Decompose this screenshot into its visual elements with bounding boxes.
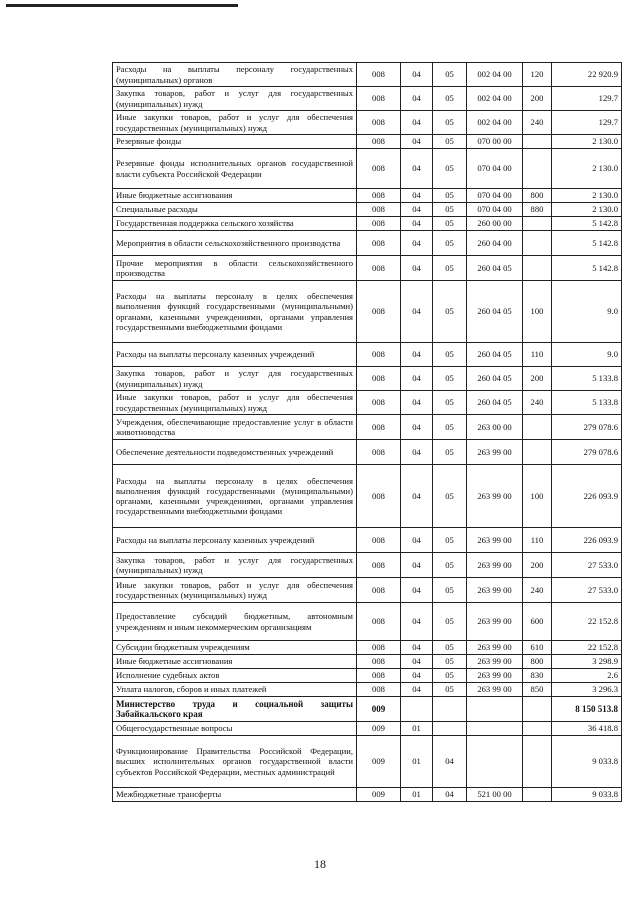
cell-expense-type-code: 200 bbox=[523, 367, 552, 391]
table-row bbox=[113, 440, 622, 465]
cell-department-code: 008 bbox=[357, 111, 401, 135]
cell-row-name: Субсидии бюджетным учреждениям bbox=[113, 641, 357, 655]
cell-target-article-code: 263 99 00 bbox=[467, 641, 523, 655]
cell-row-name: Закупка товаров, работ и услуг для государственных (муниципальных) нужд bbox=[113, 367, 357, 391]
table-row bbox=[113, 578, 622, 603]
cell-section-code: 04 bbox=[401, 669, 433, 683]
cell-target-article-code: 263 00 00 bbox=[467, 415, 523, 440]
cell-department-code: 008 bbox=[357, 578, 401, 603]
cell-row-name: Предоставление субсидий бюджетным, автономным учреждениям и иным некоммерческим организациям bbox=[113, 603, 357, 641]
cell-subsection-code: 05 bbox=[433, 415, 467, 440]
cell-expense-type-code bbox=[523, 256, 552, 281]
cell-expense-type-code bbox=[523, 440, 552, 465]
cell-amount: 9 033.8 bbox=[552, 788, 622, 802]
cell-department-code: 008 bbox=[357, 367, 401, 391]
cell-amount: 2 130.0 bbox=[552, 189, 622, 203]
cell-department-code: 009 bbox=[357, 788, 401, 802]
cell-target-article-code: 263 99 00 bbox=[467, 553, 523, 578]
cell-subsection-code: 05 bbox=[433, 553, 467, 578]
table-row bbox=[113, 528, 622, 553]
cell-department-code: 008 bbox=[357, 683, 401, 697]
table-row bbox=[113, 111, 622, 135]
cell-row-name: Иные закупки товаров, работ и услуг для обеспечения государственных (муниципальных) нужд bbox=[113, 391, 357, 415]
cell-section-code: 04 bbox=[401, 231, 433, 256]
cell-section-code: 04 bbox=[401, 149, 433, 189]
cell-subsection-code: 05 bbox=[433, 203, 467, 217]
cell-subsection-code: 05 bbox=[433, 111, 467, 135]
cell-department-code: 008 bbox=[357, 256, 401, 281]
cell-section-code: 04 bbox=[401, 683, 433, 697]
cell-amount: 5 142.8 bbox=[552, 217, 622, 231]
cell-subsection-code: 05 bbox=[433, 528, 467, 553]
cell-department-code: 009 bbox=[357, 722, 401, 736]
cell-section-code: 04 bbox=[401, 135, 433, 149]
cell-subsection-code: 05 bbox=[433, 256, 467, 281]
cell-expense-type-code bbox=[523, 149, 552, 189]
cell-expense-type-code: 610 bbox=[523, 641, 552, 655]
cell-department-code: 008 bbox=[357, 217, 401, 231]
table-row bbox=[113, 655, 622, 669]
cell-department-code: 008 bbox=[357, 203, 401, 217]
page-number: 18 bbox=[314, 857, 326, 871]
cell-amount: 226 093.9 bbox=[552, 465, 622, 528]
cell-target-article-code: 260 04 05 bbox=[467, 343, 523, 367]
cell-row-name: Иные закупки товаров, работ и услуг для обеспечения государственных (муниципальных) нужд bbox=[113, 111, 357, 135]
cell-amount: 8 150 513.8 bbox=[552, 697, 622, 722]
cell-department-code: 008 bbox=[357, 149, 401, 189]
cell-row-name: Иные закупки товаров, работ и услуг для обеспечения государственных (муниципальных) нужд bbox=[113, 578, 357, 603]
cell-subsection-code bbox=[433, 722, 467, 736]
cell-subsection-code: 05 bbox=[433, 149, 467, 189]
cell-amount: 129.7 bbox=[552, 87, 622, 111]
cell-row-name: Закупка товаров, работ и услуг для государственных (муниципальных) нужд bbox=[113, 87, 357, 111]
cell-amount: 2 130.0 bbox=[552, 203, 622, 217]
budget-table-body bbox=[113, 63, 622, 802]
cell-row-name: Резервные фонды исполнительных органов государственной власти субъекта Российской Федерации bbox=[113, 149, 357, 189]
table-row bbox=[113, 641, 622, 655]
table-row bbox=[113, 669, 622, 683]
cell-subsection-code: 05 bbox=[433, 578, 467, 603]
cell-target-article-code: 263 99 00 bbox=[467, 603, 523, 641]
cell-amount: 9.0 bbox=[552, 343, 622, 367]
cell-target-article-code: 263 99 00 bbox=[467, 528, 523, 553]
cell-department-code: 008 bbox=[357, 189, 401, 203]
cell-section-code: 04 bbox=[401, 87, 433, 111]
table-row bbox=[113, 391, 622, 415]
cell-amount: 226 093.9 bbox=[552, 528, 622, 553]
cell-target-article-code: 263 99 00 bbox=[467, 440, 523, 465]
cell-subsection-code: 05 bbox=[433, 217, 467, 231]
table-row bbox=[113, 603, 622, 641]
cell-subsection-code: 05 bbox=[433, 669, 467, 683]
table-row bbox=[113, 697, 622, 722]
cell-row-name: Мероприятия в области сельскохозяйственного производства bbox=[113, 231, 357, 256]
cell-section-code: 04 bbox=[401, 343, 433, 367]
cell-subsection-code: 05 bbox=[433, 189, 467, 203]
cell-row-name: Функционирование Правительства Российской Федерации, высших исполнительных органов государственной власти субъектов Российской Федерации, местных администраций bbox=[113, 736, 357, 788]
cell-section-code: 01 bbox=[401, 736, 433, 788]
cell-subsection-code: 04 bbox=[433, 736, 467, 788]
cell-department-code: 008 bbox=[357, 343, 401, 367]
cell-section-code: 04 bbox=[401, 281, 433, 343]
table-row bbox=[113, 281, 622, 343]
cell-expense-type-code: 880 bbox=[523, 203, 552, 217]
cell-department-code: 008 bbox=[357, 465, 401, 528]
cell-subsection-code: 05 bbox=[433, 655, 467, 669]
cell-expense-type-code: 200 bbox=[523, 553, 552, 578]
cell-row-name: Межбюджетные трансферты bbox=[113, 788, 357, 802]
cell-expense-type-code: 850 bbox=[523, 683, 552, 697]
cell-section-code: 04 bbox=[401, 603, 433, 641]
cell-amount: 27 533.0 bbox=[552, 578, 622, 603]
cell-row-name: Специальные расходы bbox=[113, 203, 357, 217]
table-row bbox=[113, 149, 622, 189]
cell-department-code: 008 bbox=[357, 528, 401, 553]
cell-row-name: Государственная поддержка сельского хозяйства bbox=[113, 217, 357, 231]
table-row bbox=[113, 343, 622, 367]
cell-expense-type-code: 100 bbox=[523, 465, 552, 528]
cell-row-name: Расходы на выплаты персоналу казенных учреждений bbox=[113, 343, 357, 367]
budget-table bbox=[112, 62, 622, 802]
cell-subsection-code: 05 bbox=[433, 231, 467, 256]
cell-department-code: 009 bbox=[357, 697, 401, 722]
cell-target-article-code: 263 99 00 bbox=[467, 465, 523, 528]
cell-section-code: 01 bbox=[401, 788, 433, 802]
cell-expense-type-code: 800 bbox=[523, 655, 552, 669]
cell-target-article-code bbox=[467, 736, 523, 788]
cell-expense-type-code bbox=[523, 788, 552, 802]
cell-amount: 9.0 bbox=[552, 281, 622, 343]
cell-amount: 279 078.6 bbox=[552, 415, 622, 440]
cell-amount: 3 298.9 bbox=[552, 655, 622, 669]
cell-subsection-code: 05 bbox=[433, 391, 467, 415]
table-row bbox=[113, 87, 622, 111]
cell-department-code: 008 bbox=[357, 391, 401, 415]
cell-expense-type-code bbox=[523, 415, 552, 440]
cell-expense-type-code bbox=[523, 722, 552, 736]
cell-section-code: 04 bbox=[401, 367, 433, 391]
cell-department-code: 008 bbox=[357, 669, 401, 683]
cell-row-name: Общегосударственные вопросы bbox=[113, 722, 357, 736]
cell-row-name: Закупка товаров, работ и услуг для государственных (муниципальных) нужд bbox=[113, 553, 357, 578]
cell-expense-type-code: 240 bbox=[523, 111, 552, 135]
table-row bbox=[113, 367, 622, 391]
cell-department-code: 008 bbox=[357, 603, 401, 641]
table-row bbox=[113, 683, 622, 697]
table-row bbox=[113, 788, 622, 802]
cell-section-code bbox=[401, 697, 433, 722]
cell-subsection-code: 05 bbox=[433, 465, 467, 528]
cell-amount: 22 152.8 bbox=[552, 603, 622, 641]
table-row bbox=[113, 736, 622, 788]
cell-department-code: 008 bbox=[357, 655, 401, 669]
table-row bbox=[113, 553, 622, 578]
cell-row-name: Исполнение судебных актов bbox=[113, 669, 357, 683]
cell-row-name: Уплата налогов, сборов и иных платежей bbox=[113, 683, 357, 697]
table-row bbox=[113, 135, 622, 149]
cell-row-name: Прочие мероприятия в области сельскохозяйственного производства bbox=[113, 256, 357, 281]
cell-row-name: Расходы на выплаты персоналу казенных учреждений bbox=[113, 528, 357, 553]
cell-department-code: 008 bbox=[357, 63, 401, 87]
cell-subsection-code: 05 bbox=[433, 367, 467, 391]
cell-row-name: Министерство труда и социальной защиты Забайкальского края bbox=[113, 697, 357, 722]
table-row bbox=[113, 63, 622, 87]
cell-subsection-code: 05 bbox=[433, 440, 467, 465]
cell-subsection-code bbox=[433, 697, 467, 722]
cell-amount: 2.6 bbox=[552, 669, 622, 683]
header-rule bbox=[6, 4, 238, 7]
cell-section-code: 04 bbox=[401, 189, 433, 203]
cell-section-code: 04 bbox=[401, 553, 433, 578]
cell-expense-type-code: 110 bbox=[523, 343, 552, 367]
cell-expense-type-code: 120 bbox=[523, 63, 552, 87]
cell-section-code: 04 bbox=[401, 203, 433, 217]
cell-row-name: Расходы на выплаты персоналу государственных (муниципальных) органов bbox=[113, 63, 357, 87]
cell-subsection-code: 05 bbox=[433, 683, 467, 697]
cell-department-code: 008 bbox=[357, 135, 401, 149]
cell-expense-type-code bbox=[523, 697, 552, 722]
cell-section-code: 04 bbox=[401, 111, 433, 135]
table-row bbox=[113, 256, 622, 281]
cell-target-article-code: 263 99 00 bbox=[467, 578, 523, 603]
cell-department-code: 008 bbox=[357, 553, 401, 578]
cell-amount: 5 133.8 bbox=[552, 367, 622, 391]
cell-target-article-code: 263 99 00 bbox=[467, 655, 523, 669]
cell-target-article-code: 002 04 00 bbox=[467, 111, 523, 135]
cell-section-code: 04 bbox=[401, 578, 433, 603]
table-row bbox=[113, 189, 622, 203]
cell-department-code: 009 bbox=[357, 736, 401, 788]
cell-subsection-code: 04 bbox=[433, 788, 467, 802]
cell-expense-type-code: 240 bbox=[523, 391, 552, 415]
cell-amount: 22 920.9 bbox=[552, 63, 622, 87]
cell-subsection-code: 05 bbox=[433, 281, 467, 343]
cell-section-code: 04 bbox=[401, 641, 433, 655]
cell-department-code: 008 bbox=[357, 641, 401, 655]
cell-subsection-code: 05 bbox=[433, 343, 467, 367]
table-row bbox=[113, 203, 622, 217]
cell-target-article-code: 070 04 00 bbox=[467, 203, 523, 217]
cell-department-code: 008 bbox=[357, 440, 401, 465]
cell-amount: 5 142.8 bbox=[552, 231, 622, 256]
cell-subsection-code: 05 bbox=[433, 603, 467, 641]
cell-amount: 22 152.8 bbox=[552, 641, 622, 655]
cell-target-article-code bbox=[467, 697, 523, 722]
cell-amount: 5 142.8 bbox=[552, 256, 622, 281]
cell-department-code: 008 bbox=[357, 87, 401, 111]
cell-section-code: 04 bbox=[401, 655, 433, 669]
cell-row-name: Учреждения, обеспечивающие предоставление услуг в области животноводства bbox=[113, 415, 357, 440]
table-row bbox=[113, 465, 622, 528]
cell-department-code: 008 bbox=[357, 231, 401, 256]
cell-section-code: 04 bbox=[401, 63, 433, 87]
cell-amount: 5 133.8 bbox=[552, 391, 622, 415]
table-row bbox=[113, 722, 622, 736]
cell-target-article-code: 002 04 00 bbox=[467, 87, 523, 111]
cell-row-name: Иные бюджетные ассигнования bbox=[113, 655, 357, 669]
cell-subsection-code: 05 bbox=[433, 641, 467, 655]
cell-row-name: Расходы на выплаты персоналу в целях обеспечения выполнения функций государственными (муниципальными) органами, казенными учреждениями, органами управления государственными внебюджетными фондами bbox=[113, 281, 357, 343]
cell-section-code: 04 bbox=[401, 528, 433, 553]
cell-expense-type-code: 800 bbox=[523, 189, 552, 203]
cell-row-name: Иные бюджетные ассигнования bbox=[113, 189, 357, 203]
cell-section-code: 01 bbox=[401, 722, 433, 736]
table-row bbox=[113, 415, 622, 440]
cell-amount: 279 078.6 bbox=[552, 440, 622, 465]
cell-amount: 129.7 bbox=[552, 111, 622, 135]
cell-target-article-code: 260 04 00 bbox=[467, 231, 523, 256]
cell-expense-type-code bbox=[523, 135, 552, 149]
cell-target-article-code: 260 04 05 bbox=[467, 256, 523, 281]
cell-expense-type-code: 100 bbox=[523, 281, 552, 343]
cell-target-article-code: 260 04 05 bbox=[467, 391, 523, 415]
cell-expense-type-code: 600 bbox=[523, 603, 552, 641]
cell-target-article-code: 070 04 00 bbox=[467, 149, 523, 189]
cell-amount: 3 296.3 bbox=[552, 683, 622, 697]
cell-target-article-code: 070 04 00 bbox=[467, 189, 523, 203]
cell-target-article-code bbox=[467, 722, 523, 736]
cell-subsection-code: 05 bbox=[433, 63, 467, 87]
cell-amount: 36 418.8 bbox=[552, 722, 622, 736]
cell-expense-type-code bbox=[523, 736, 552, 788]
cell-subsection-code: 05 bbox=[433, 135, 467, 149]
cell-expense-type-code: 200 bbox=[523, 87, 552, 111]
table-row bbox=[113, 231, 622, 256]
cell-expense-type-code bbox=[523, 231, 552, 256]
cell-target-article-code: 521 00 00 bbox=[467, 788, 523, 802]
cell-target-article-code: 002 04 00 bbox=[467, 63, 523, 87]
cell-row-name: Обеспечение деятельности подведомственных учреждений bbox=[113, 440, 357, 465]
cell-department-code: 008 bbox=[357, 281, 401, 343]
cell-department-code: 008 bbox=[357, 415, 401, 440]
cell-target-article-code: 260 04 05 bbox=[467, 281, 523, 343]
cell-amount: 27 533.0 bbox=[552, 553, 622, 578]
cell-subsection-code: 05 bbox=[433, 87, 467, 111]
cell-section-code: 04 bbox=[401, 440, 433, 465]
cell-target-article-code: 263 99 00 bbox=[467, 683, 523, 697]
cell-section-code: 04 bbox=[401, 256, 433, 281]
table-row bbox=[113, 217, 622, 231]
cell-section-code: 04 bbox=[401, 465, 433, 528]
cell-row-name: Расходы на выплаты персоналу в целях обеспечения выполнения функций государственными (муниципальными) органами, казенными учреждениями, органами управления государственными внебюджетными фондами bbox=[113, 465, 357, 528]
cell-target-article-code: 260 00 00 bbox=[467, 217, 523, 231]
cell-expense-type-code: 240 bbox=[523, 578, 552, 603]
cell-amount: 9 033.8 bbox=[552, 736, 622, 788]
cell-target-article-code: 070 00 00 bbox=[467, 135, 523, 149]
cell-expense-type-code: 830 bbox=[523, 669, 552, 683]
cell-row-name: Резервные фонды bbox=[113, 135, 357, 149]
cell-amount: 2 130.0 bbox=[552, 135, 622, 149]
cell-section-code: 04 bbox=[401, 415, 433, 440]
cell-expense-type-code: 110 bbox=[523, 528, 552, 553]
cell-section-code: 04 bbox=[401, 391, 433, 415]
cell-expense-type-code bbox=[523, 217, 552, 231]
cell-amount: 2 130.0 bbox=[552, 149, 622, 189]
cell-target-article-code: 260 04 05 bbox=[467, 367, 523, 391]
cell-target-article-code: 263 99 00 bbox=[467, 669, 523, 683]
cell-section-code: 04 bbox=[401, 217, 433, 231]
